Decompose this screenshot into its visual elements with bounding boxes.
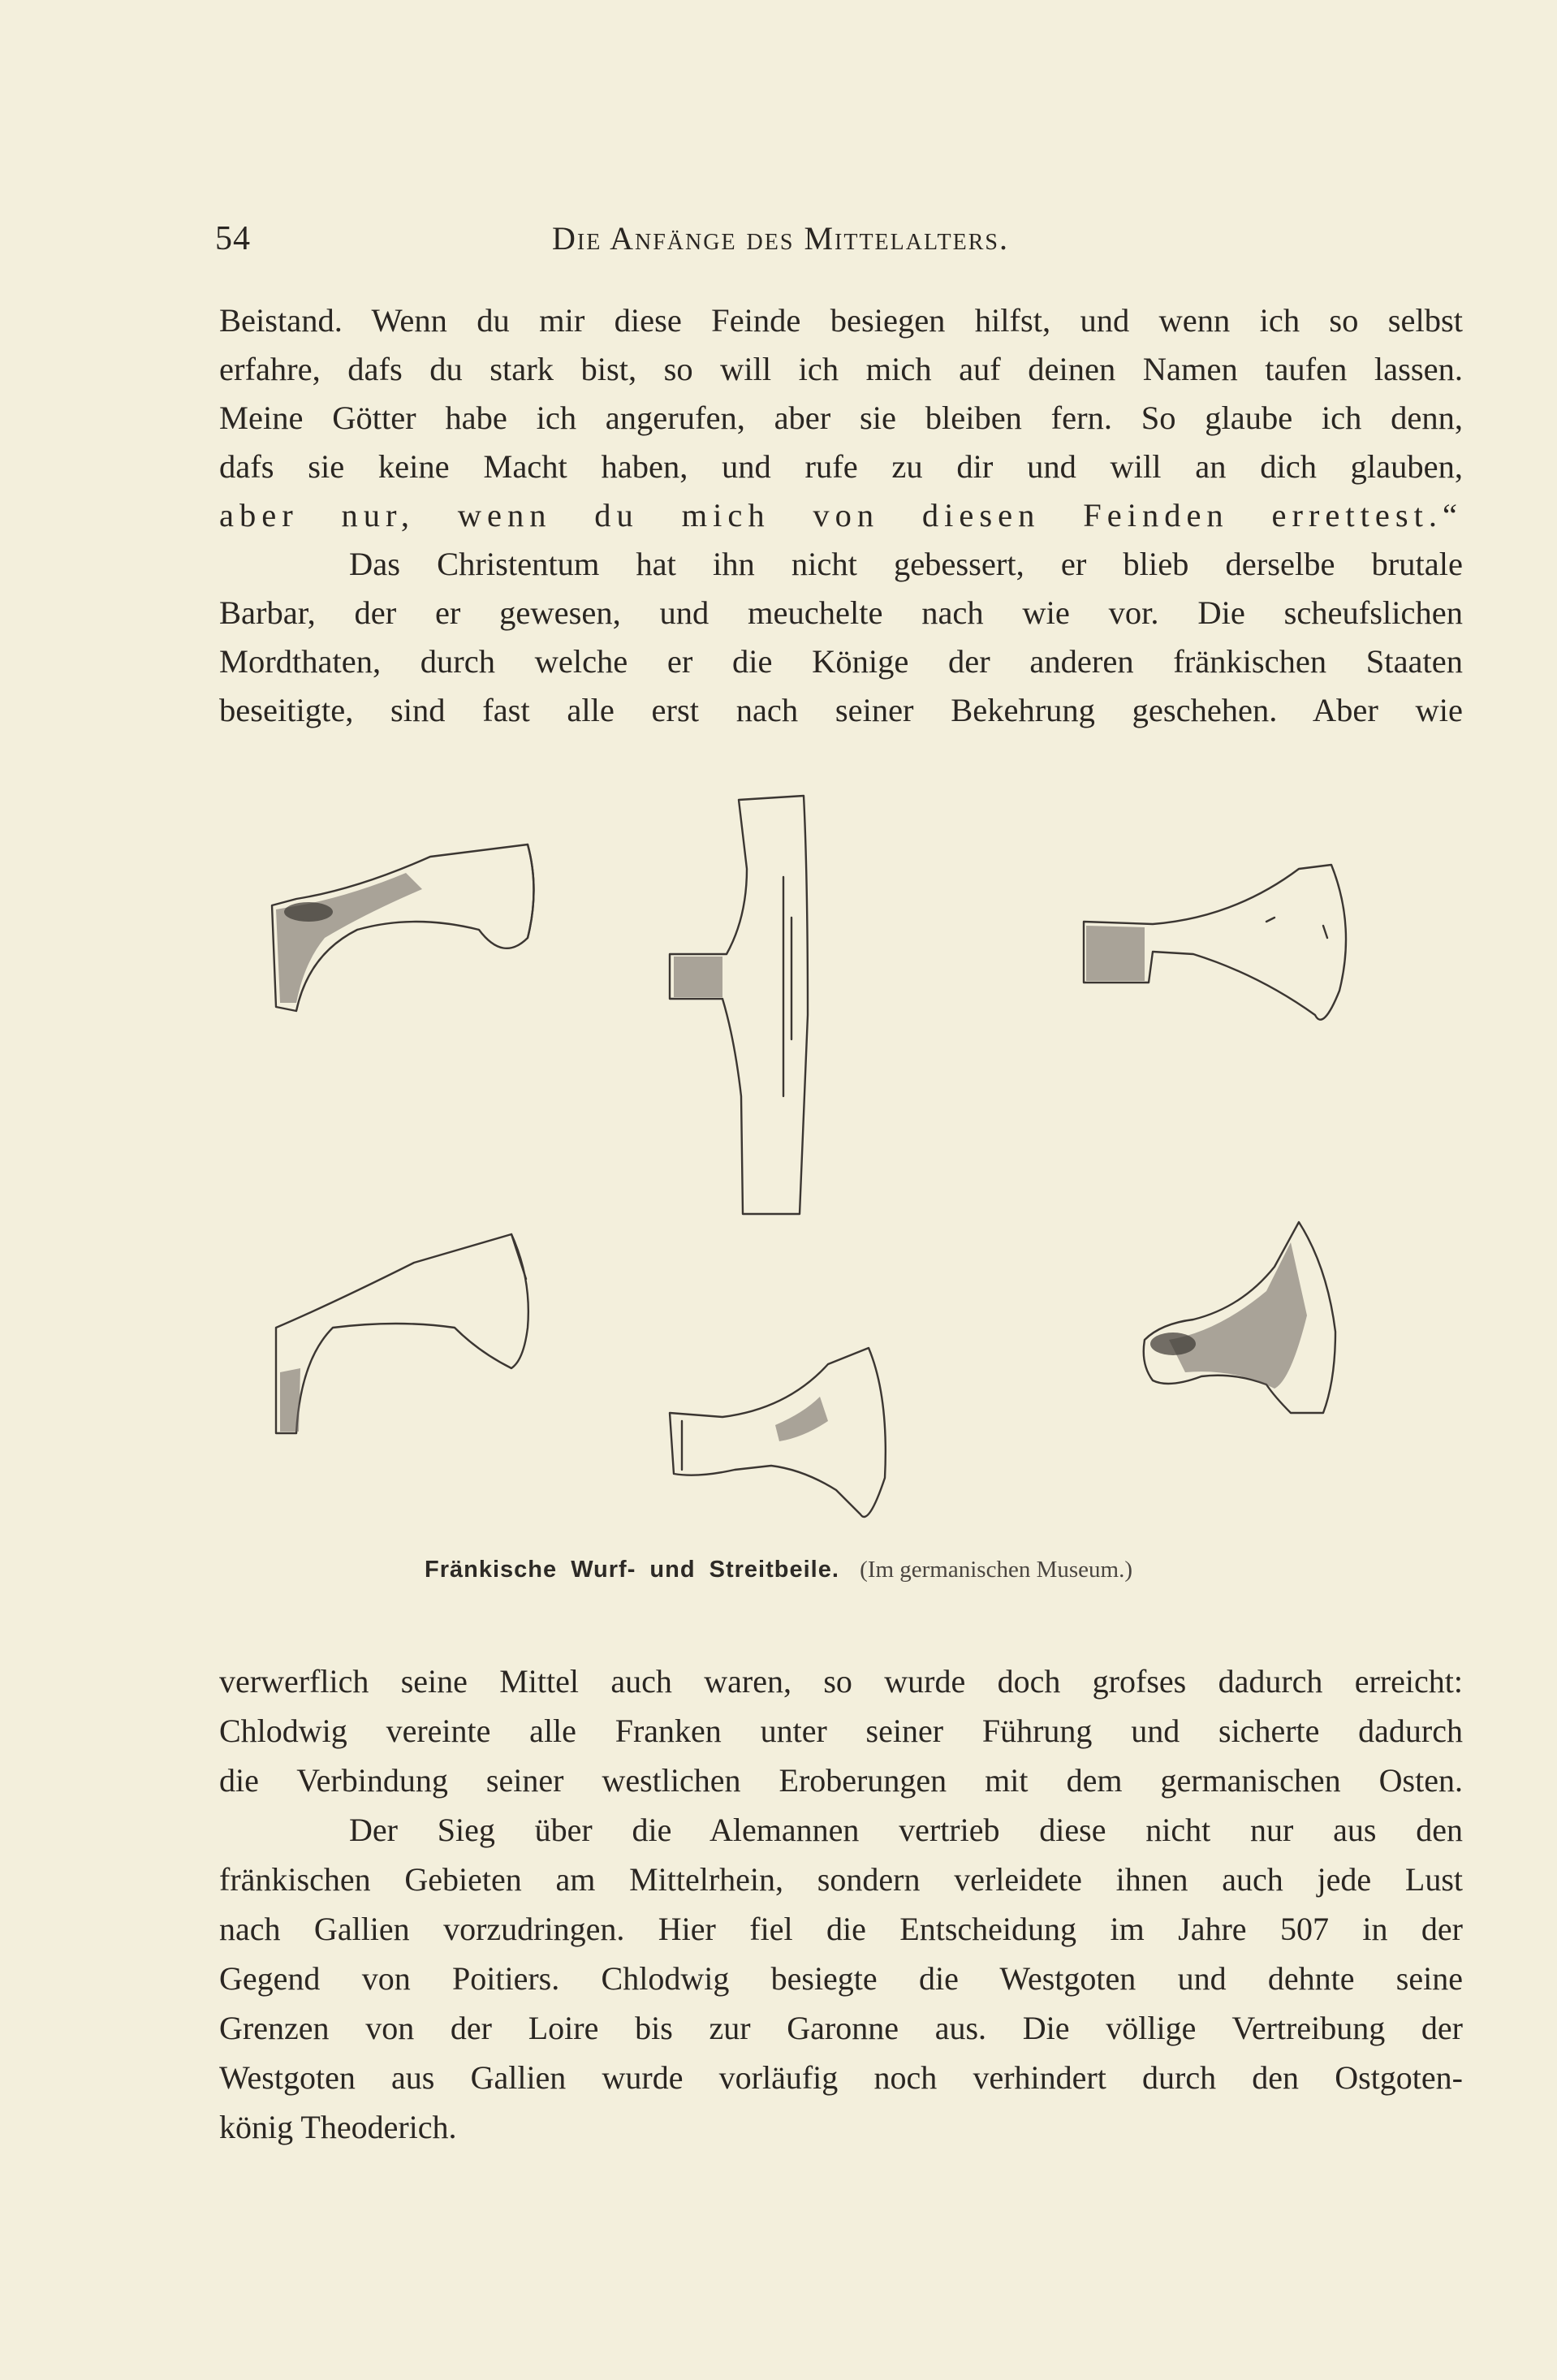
text-line: könig Theoderich. bbox=[219, 2109, 457, 2145]
text-line: Mordthaten, durch welche er die Könige der anderen fränkischen Staaten bbox=[219, 643, 1463, 680]
text-line: dafs sie keine Macht haben, und rufe zu dir und will an dich glauben, bbox=[219, 448, 1463, 485]
figure-caption bbox=[0, 1557, 1557, 1583]
body-text-top bbox=[219, 296, 1463, 735]
text-line-emphasized: aber nur, wenn du mich von diesen Feinden errettest.“ bbox=[219, 497, 1463, 533]
axe-drawing-4 bbox=[268, 1230, 544, 1441]
text-line: Grenzen von der Loire bis zur Garonne aus. Die völlige Vertreibung der bbox=[219, 2010, 1463, 2046]
text-line: erfahre, dafs du stark bist, so will ich mich auf deinen Namen taufen lassen. bbox=[219, 351, 1463, 387]
page-header bbox=[215, 219, 1465, 268]
text-line: die Verbindung seiner westlichen Eroberungen mit dem germanischen Osten. bbox=[219, 1762, 1463, 1799]
axe-drawing-6 bbox=[1136, 1218, 1356, 1462]
text-line: Der Sieg über die Alemannen vertrieb diese nicht nur aus den bbox=[349, 1812, 1463, 1848]
body-text-bottom bbox=[219, 1656, 1463, 2152]
text-line: fränkischen Gebieten am Mittelrhein, sondern verleidete ihnen auch jede Lust bbox=[219, 1861, 1463, 1898]
text-line: verwerflich seine Mittel auch waren, so wurde doch grofses dadurch erreicht: bbox=[219, 1663, 1463, 1700]
text-line: Beistand. Wenn du mir diese Feinde besiegen hilfst, und wenn ich so selbst bbox=[219, 302, 1463, 339]
page-number: 54 bbox=[215, 220, 251, 257]
running-head: Die Anfänge des Mittelalters. bbox=[552, 220, 1009, 257]
axe-drawing-5 bbox=[666, 1348, 901, 1535]
text-line: Das Christentum hat ihn nicht gebessert, er blieb derselbe brutale bbox=[349, 546, 1463, 582]
text-line: beseitigte, sind fast alle erst nach seiner Bekehrung geschehen. Aber wie bbox=[219, 692, 1463, 728]
axe-drawing-1 bbox=[260, 840, 536, 1043]
caption-note: (Im germanischen Museum.) bbox=[860, 1557, 1132, 1583]
text-line: nach Gallien vorzudringen. Hier fiel die Entscheidung im Jahre 507 in der bbox=[219, 1911, 1463, 1947]
axe-drawing-3 bbox=[1072, 861, 1364, 1047]
text-line: Barbar, der er gewesen, und meuchelte nach wie vor. Die scheufslichen bbox=[219, 594, 1463, 631]
text-line: Meine Götter habe ich angerufen, aber sie bleiben fern. So glaube ich denn, bbox=[219, 400, 1463, 436]
caption-title: Fränkische Wurf- und Streitbeile. bbox=[425, 1557, 839, 1583]
text-line: Gegend von Poitiers. Chlodwig besiegte die Westgoten und dehnte seine bbox=[219, 1960, 1463, 1997]
axe-illustration bbox=[244, 784, 1364, 1531]
text-line: Chlodwig vereinte alle Franken unter seiner Führung und sicherte dadurch bbox=[219, 1713, 1463, 1749]
axe-drawing-2 bbox=[662, 796, 824, 1234]
text-line: Westgoten aus Gallien wurde vorläufig noch verhindert durch den Ostgoten- bbox=[219, 2059, 1463, 2096]
